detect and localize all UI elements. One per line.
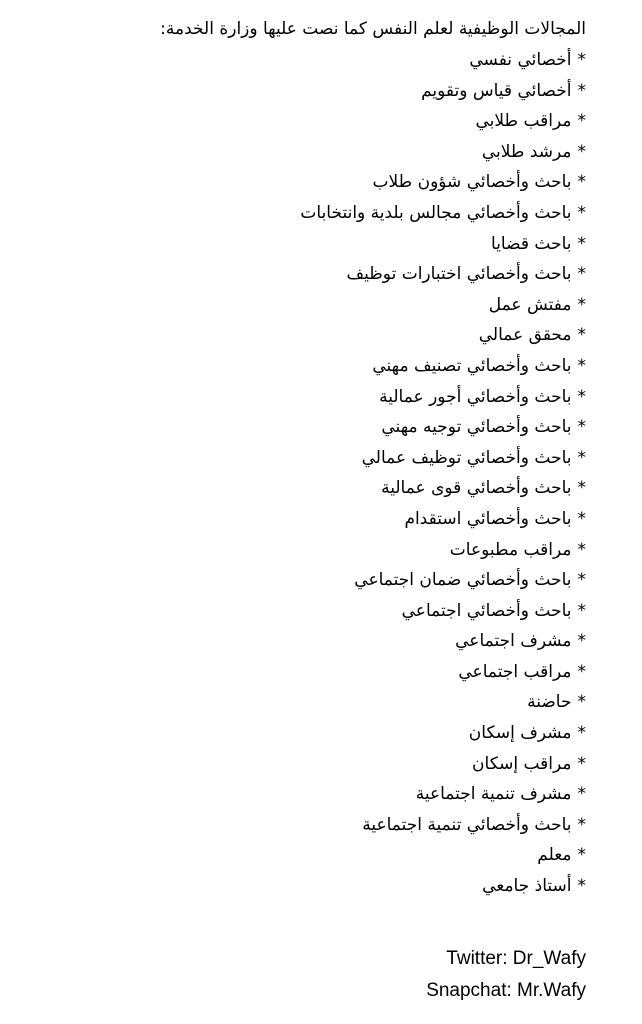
list-item (26, 779, 586, 810)
bullet-mark: * (577, 233, 586, 254)
list-item-text: مراقب إسكان (472, 753, 572, 774)
list-item-text: معلم (537, 845, 572, 866)
document (26, 14, 586, 902)
list-item (26, 167, 586, 198)
bullet-mark: * (577, 876, 586, 897)
list-item (26, 45, 586, 76)
list-item (26, 351, 586, 382)
list-item (26, 840, 586, 871)
list-item (26, 443, 586, 474)
list-item (26, 626, 586, 657)
bullet-mark: * (577, 50, 586, 70)
bullet-mark: * (577, 355, 586, 376)
list-item (26, 412, 586, 443)
bullet-mark: * (577, 294, 586, 315)
list-item (26, 198, 586, 229)
list-item-text: باحث وأخصائي توجيه مهني (381, 417, 572, 438)
bullet-mark: * (577, 692, 586, 713)
bullet-mark: * (577, 784, 586, 805)
list-item-text: باحث وأخصائي تنمية اجتماعية (362, 814, 572, 835)
bullet-mark: * (577, 417, 586, 438)
bullet-mark: * (577, 141, 586, 162)
list-item (26, 229, 586, 260)
list-item-text: مشرف تنمية اجتماعية (415, 784, 572, 805)
list-item (26, 290, 586, 321)
list-item (26, 106, 586, 137)
list-item (26, 749, 586, 780)
list-item-text: باحث وأخصائي أجور عمالية (379, 386, 572, 407)
list-item-text: محقق عمالي (478, 325, 572, 346)
bullet-mark: * (577, 202, 586, 223)
bullet-mark: * (577, 172, 586, 193)
list-item (26, 504, 586, 535)
bullet-mark: * (577, 539, 586, 560)
list-item-text: باحث وأخصائي تصنيف مهني (372, 355, 572, 376)
snapchat-handle: Snapchat: Mr.Wafy (426, 980, 586, 1001)
list-item-text: باحث وأخصائي توظيف عمالي (361, 447, 572, 468)
list-item (26, 718, 586, 749)
list-item (26, 535, 586, 566)
social-handles (426, 943, 586, 1007)
bullet-mark: * (577, 508, 586, 529)
list-item-text: باحث وأخصائي استقدام (404, 508, 572, 529)
bullet-mark: * (577, 845, 586, 866)
bullet-mark: * (577, 661, 586, 682)
twitter-handle: Twitter: Dr_Wafy (446, 948, 586, 969)
list-item (26, 320, 586, 351)
list-item-text: باحث وأخصائي اجتماعي (401, 600, 572, 621)
list-item (26, 657, 586, 688)
list-item-text: حاضنة (527, 692, 572, 713)
bullet-mark: * (577, 570, 586, 591)
job-list (26, 45, 586, 902)
bullet-mark: * (577, 111, 586, 132)
list-item (26, 565, 586, 596)
list-item (26, 871, 586, 902)
bullet-mark: * (577, 723, 586, 744)
list-item (26, 687, 586, 718)
list-item-text: باحث وأخصائي ضمان اجتماعي (354, 570, 572, 591)
bullet-mark: * (577, 386, 586, 407)
bullet-mark: * (577, 264, 586, 285)
list-item-text: باحث وأخصائي قوى عمالية (381, 478, 572, 499)
list-item-text: مراقب مطبوعات (449, 539, 572, 560)
list-item-text: باحث وأخصائي اختبارات توظيف (346, 264, 572, 285)
bullet-mark: * (577, 753, 586, 774)
list-item-text: باحث وأخصائي مجالس بلدية وانتخابات (300, 202, 572, 223)
bullet-mark: * (577, 631, 586, 652)
bullet-mark: * (577, 478, 586, 499)
list-item-text: أخصائي قياس وتقويم (421, 80, 572, 101)
list-item-text: أخصائي نفسي (469, 50, 572, 70)
bullet-mark: * (577, 325, 586, 346)
list-item-text: مشرف إسكان (468, 723, 572, 744)
list-item-text: مراقب اجتماعي (458, 661, 572, 682)
bullet-mark: * (577, 80, 586, 101)
list-item (26, 137, 586, 168)
list-item-text: أستاذ جامعي (482, 876, 572, 897)
list-item (26, 382, 586, 413)
list-item (26, 810, 586, 841)
list-item-text: مراقب طلابي (475, 111, 572, 132)
list-item (26, 76, 586, 107)
bullet-mark: * (577, 600, 586, 621)
list-item (26, 259, 586, 290)
document-title: المجالات الوظيفية لعلم النفس كما نصت عليها وزارة الخدمة: (160, 19, 586, 39)
list-item-text: باحث قضايا (491, 233, 572, 254)
bullet-mark: * (577, 447, 586, 468)
list-item (26, 473, 586, 504)
list-item-text: مشرف اجتماعي (455, 631, 572, 652)
list-item (26, 596, 586, 627)
list-item-text: مرشد طلابي (481, 141, 572, 162)
list-item-text: باحث وأخصائي شؤون طلاب (372, 172, 572, 193)
list-item-text: مفتش عمل (488, 294, 572, 315)
bullet-mark: * (577, 814, 586, 835)
